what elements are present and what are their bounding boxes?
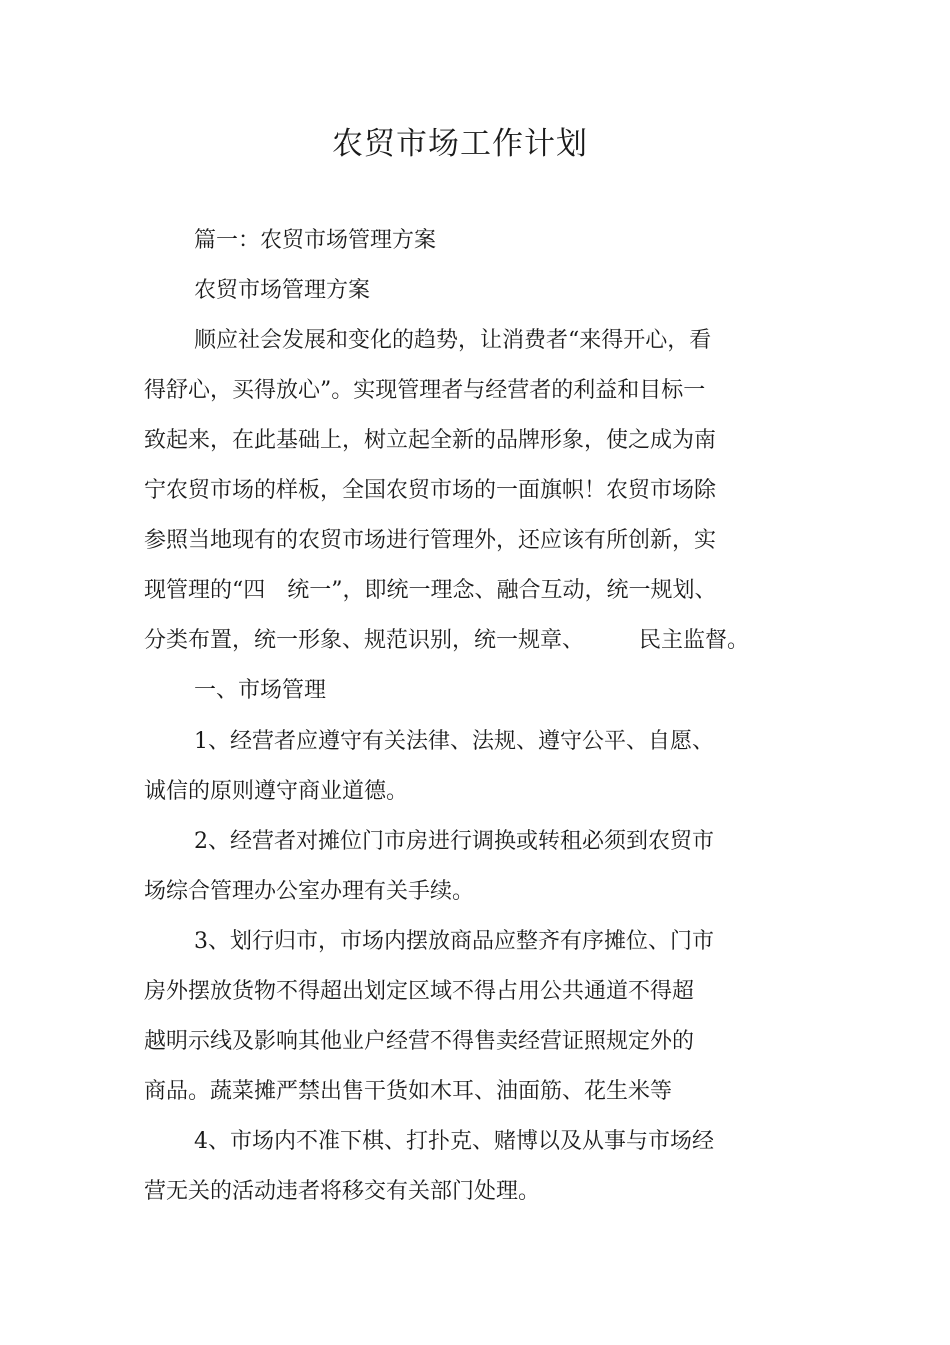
paragraph-line: 宁农贸市场的样板，全国农贸市场的一面旗帜！农贸市场除	[144, 478, 717, 503]
list-item-line: 1、经营者应遵守有关法律、法规、遵守公平、自愿、	[194, 729, 714, 754]
paragraph-line: 参照当地现有的农贸市场进行管理外，还应该有所创新，实	[144, 528, 717, 553]
document-title: 农贸市场工作计划	[332, 126, 588, 162]
list-item-line: 商品。蔬菜摊严禁出售干货如木耳、油面筋、花生米等	[144, 1079, 673, 1104]
subsection-heading: 农贸市场管理方案	[194, 278, 371, 303]
section-heading: 一、市场管理	[194, 678, 327, 703]
paragraph-line: 现管理的“四 统一”，即统一理念、融合互动，统一规划、	[144, 578, 717, 603]
paragraph-line: 致起来，在此基础上，树立起全新的品牌形象，使之成为南	[144, 428, 717, 453]
paragraph-line: 顺应社会发展和变化的趋势，让消费者“来得开心，看	[194, 328, 712, 353]
list-item-line: 4、市场内不准下棋、打扑克、赌博以及从事与市场经	[194, 1129, 714, 1154]
list-item-line: 房外摆放货物不得超出划定区域不得占用公共通道不得超	[144, 979, 695, 1004]
list-item-line: 场综合管理办公室办理有关手续。	[144, 879, 475, 904]
section-heading: 篇一：农贸市场管理方案	[194, 228, 437, 253]
list-item-line: 营无关的活动违者将移交有关部门处理。	[144, 1179, 541, 1204]
list-item-line: 2、经营者对摊位门市房进行调换或转租必须到农贸市	[194, 829, 714, 854]
list-item-line: 越明示线及影响其他业户经营不得售卖经营证照规定外的	[144, 1029, 695, 1054]
list-item-line: 诚信的原则遵守商业道德。	[144, 779, 409, 804]
paragraph-line: 分类布置，统一形象、规范识别，统一规章、 民主监督。	[144, 628, 750, 653]
list-item-line: 3、划行归市，市场内摆放商品应整齐有序摊位、门市	[194, 929, 714, 954]
paragraph-line: 得舒心，买得放心”。实现管理者与经营者的利益和目标一	[144, 378, 706, 403]
